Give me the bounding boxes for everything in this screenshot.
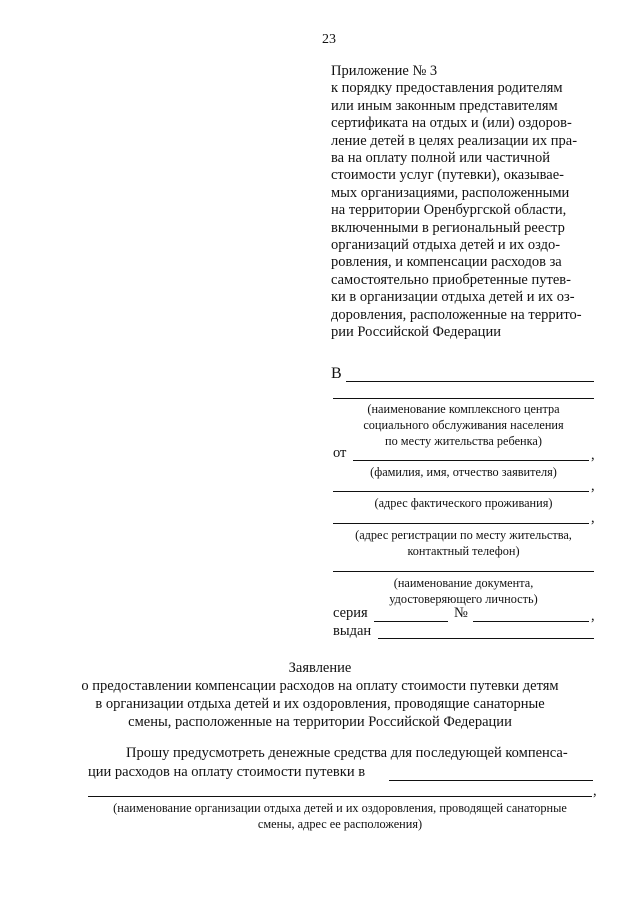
issued-field[interactable]	[378, 638, 594, 639]
appendix-line: мых организациями, расположенными	[331, 184, 570, 201]
appendix-line: к порядку предоставления родителям	[331, 80, 563, 97]
appendix-line: ки в организации отдыха детей и их оз-	[331, 289, 575, 306]
actual-address-caption: (адрес фактического проживания)	[374, 496, 553, 510]
comma: ,	[591, 447, 595, 463]
organization-field-line1[interactable]	[389, 780, 593, 781]
appendix-line: на территории Оренбургской области,	[331, 202, 567, 219]
number-label: №	[454, 605, 468, 621]
appendix-line: самостоятельно приобретенные путев-	[331, 271, 571, 288]
actual-address-field[interactable]	[333, 491, 589, 492]
statement-subtitle: в организации отдыха детей и их оздоровления, проводящие санаторные	[95, 696, 545, 712]
document-name-field[interactable]	[333, 571, 594, 572]
appendix-line: ва на оплату полной или частичной	[331, 150, 551, 167]
statement-body-line: Прошу предусмотреть денежные средства для последующей компенса-	[126, 745, 568, 761]
statement-subtitle: о предоставлении компенсации расходов на оплату стоимости путевки детям	[81, 678, 559, 694]
comma: ,	[591, 478, 595, 494]
appendix-line: сертификата на отдых и (или) оздоров-	[331, 115, 572, 132]
statement-title: Заявление	[288, 660, 352, 676]
from-label: от	[333, 445, 347, 461]
appendix-line: доровления, расположенные на террито-	[331, 306, 582, 323]
issued-label: выдан	[333, 623, 372, 639]
comma: ,	[591, 510, 595, 526]
appendix-line: рии Российской Федерации	[331, 324, 501, 341]
center-name-field-line2[interactable]	[333, 398, 594, 399]
appendix-heading: Приложение № 3	[331, 63, 438, 79]
comma: ,	[591, 608, 595, 624]
to-label: В	[331, 365, 342, 382]
appendix-line: ление детей в целях реализации их пра-	[331, 132, 578, 149]
document-caption: (наименование документа, удостоверяющего личность)	[389, 576, 538, 606]
center-caption: (наименование комплексного центра социального обслуживания населения по месту жительства ребенка)	[363, 402, 564, 448]
organization-caption: (наименование организации отдыха детей и их оздоровления, проводящей санаторные смены, адрес ее расположения)	[113, 801, 567, 831]
appendix-line: или иным законным представителям	[331, 97, 558, 114]
center-name-field-line1[interactable]	[346, 381, 594, 382]
number-field[interactable]	[473, 621, 589, 622]
appendix-line: включенными в региональный реестр	[331, 219, 565, 236]
series-label: серия	[333, 605, 368, 621]
series-field[interactable]	[374, 621, 448, 622]
statement-subtitle: смены, расположенные на территории Российской Федерации	[128, 714, 512, 730]
comma: ,	[593, 783, 597, 799]
registration-address-field[interactable]	[333, 523, 589, 524]
organization-field-line2[interactable]	[88, 796, 592, 797]
statement-body-line: ции расходов на оплату стоимости путевки в	[88, 764, 366, 780]
applicant-name-field[interactable]	[353, 460, 589, 461]
registration-caption: (адрес регистрации по месту жительства, контактный телефон)	[355, 528, 572, 558]
appendix-line: стоимости услуг (путевки), оказывае-	[331, 167, 564, 184]
applicant-caption: (фамилия, имя, отчество заявителя)	[370, 465, 557, 479]
page-number: 23	[322, 32, 336, 47]
appendix-block	[331, 63, 596, 342]
appendix-line: ровления, и компенсации расходов за	[331, 254, 562, 271]
appendix-line: организаций отдыха детей и их оздо-	[331, 237, 561, 254]
